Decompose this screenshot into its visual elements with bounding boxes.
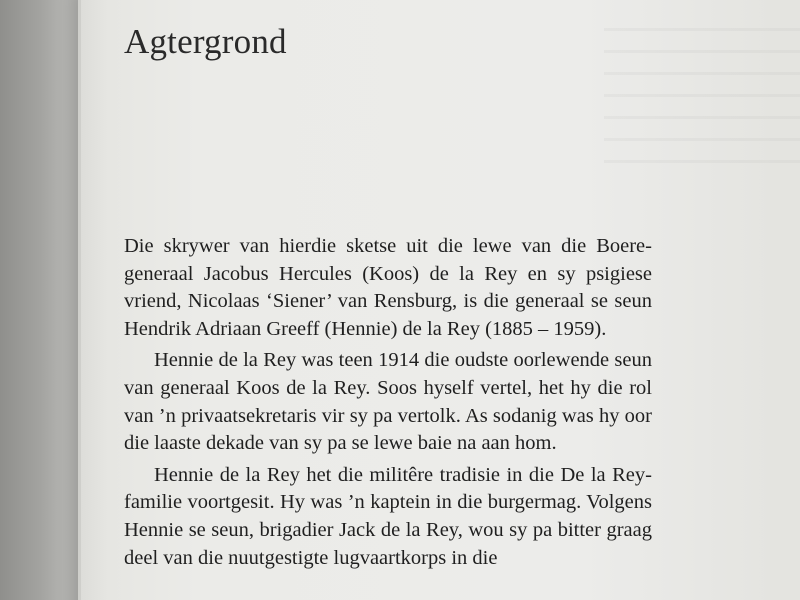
page-edge [78,0,81,600]
chapter-heading: Agtergrond [124,22,287,61]
paragraph-3: Hennie de la Rey het die militêre tradisie in die De la Rey-familie voortgesit. Hy was ’n kaptein in die burgermag. Volgens Hennie se seun, brigadier Jack de la Rey, wou sy pa bitter graag deel van die nuutgestigte lugvaartkorps in die [124,463,652,569]
paragraph-2: Hennie de la Rey was teen 1914 die oudste oorlewende seun van generaal Koos de la Rey. Soos hyself vertel, het hy die rol van ’n privaatsekretaris vir sy pa vertolk. As sodanig was hy oor die laaste dekade van sy pa se lewe baie na aan hom. [124,349,652,455]
paragraph-1: Die skrywer van hierdie sketse uit die lewe van die Boere-generaal Jacobus Hercules (Koos) de la Rey en sy psigiese vriend, Nicolaas ‘Siener’ van Rensburg, is die generaal se seun Hendrik Adriaan Greeff (Hennie) de la Rey (1885 – 1959). [124,235,652,340]
body-text [124,233,652,572]
show-through-text [604,12,800,172]
